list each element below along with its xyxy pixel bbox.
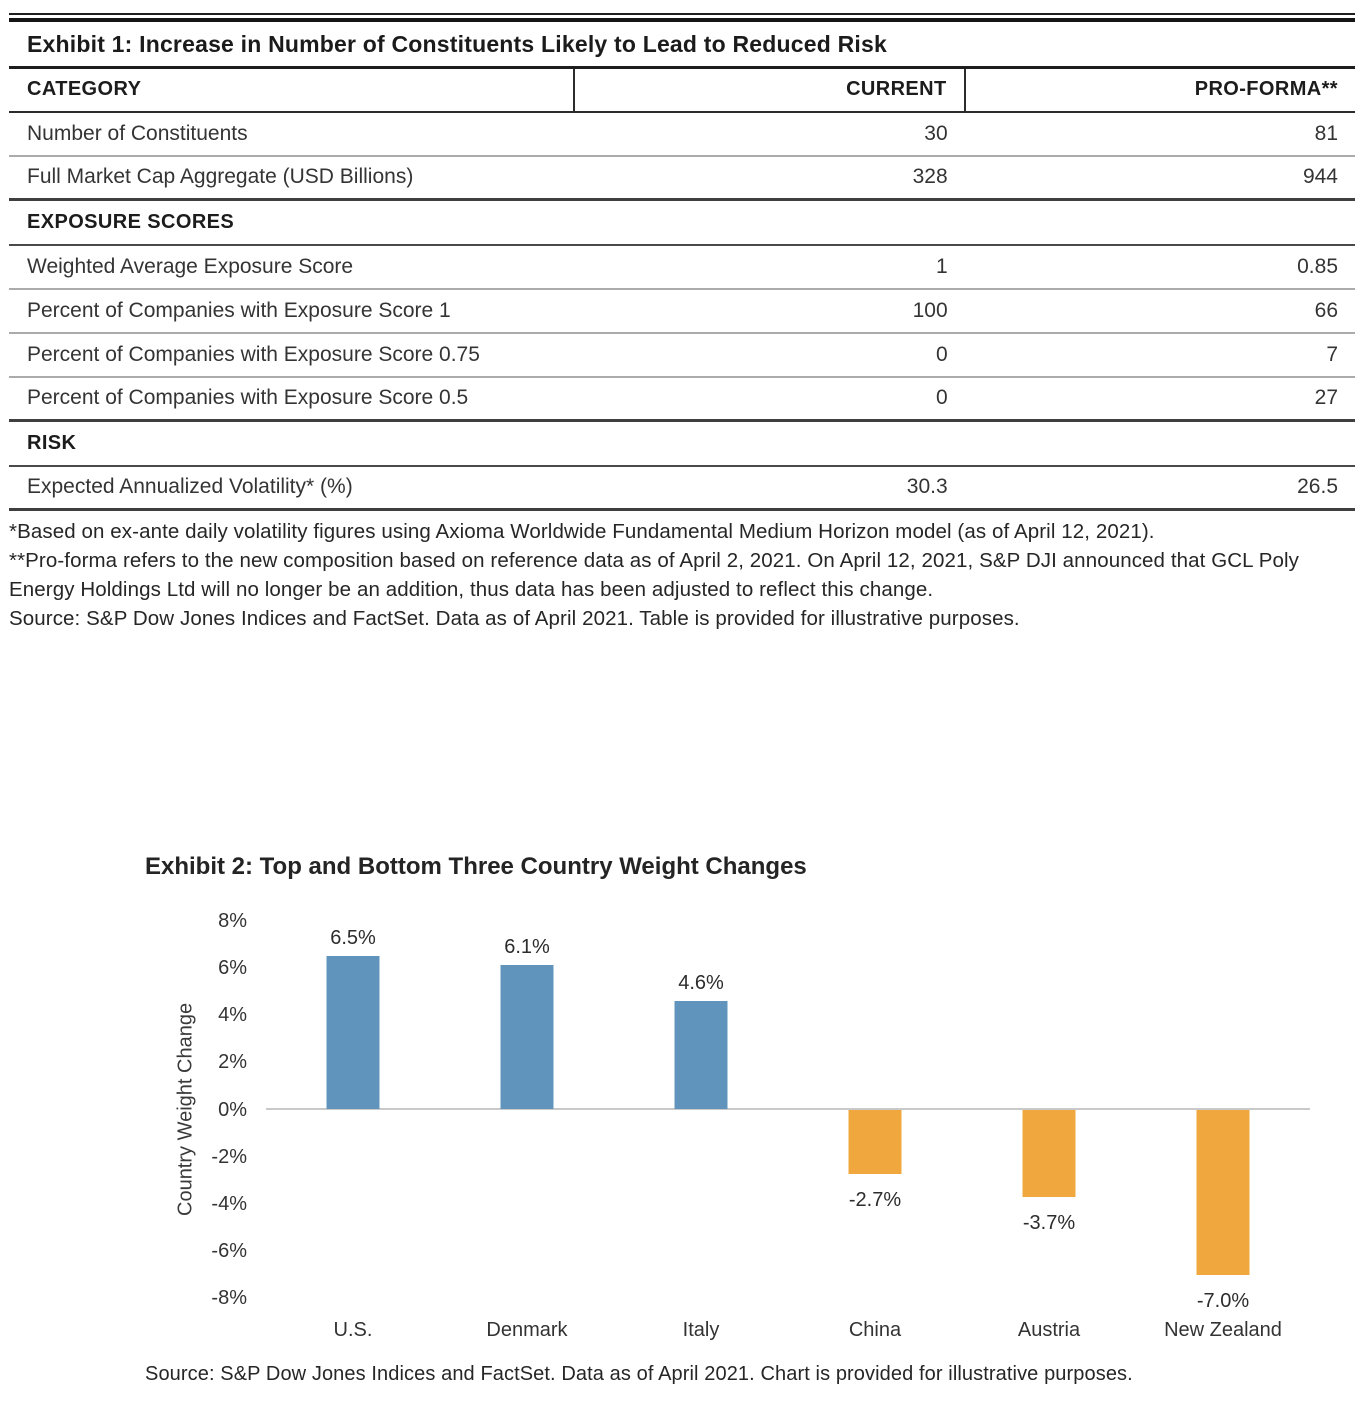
table-section-header: EXPOSURE SCORES: [27, 210, 235, 233]
table-row: [9, 466, 1355, 510]
bar-value-label: -3.7%: [1022, 1212, 1076, 1235]
bar-column: [1136, 921, 1310, 1341]
bar-denmark: [501, 965, 554, 1109]
row-category-cell: Expected Annualized Volatility* (%): [27, 475, 353, 499]
y-tick-label: -6%: [211, 1239, 247, 1262]
bar-column: [440, 921, 614, 1341]
bar-value-label: 4.6%: [678, 971, 724, 994]
y-tick-label: 0%: [218, 1098, 247, 1121]
page-top-rule-thin: [9, 13, 1355, 15]
y-tick-label: -2%: [211, 1145, 247, 1168]
exhibit2-chart-block: [0, 851, 1364, 1425]
bar-value-label: 6.5%: [330, 926, 376, 949]
bar-china: [849, 1110, 902, 1174]
exhibit1-title: Exhibit 1: Increase in Number of Constituents Likely to Lead to Reduced Risk: [27, 31, 887, 57]
x-axis-category-label: New Zealand: [1164, 1319, 1282, 1341]
bar-column: [962, 921, 1136, 1341]
row-proforma-cell: 26.5: [1297, 475, 1338, 499]
table-header-row: [9, 68, 1355, 112]
x-axis-category-label: China: [848, 1319, 902, 1341]
bar-italy: [675, 1001, 728, 1109]
row-category-cell: Percent of Companies with Exposure Score 0.75: [27, 342, 480, 366]
page-top-rule-thick: [9, 18, 1355, 22]
y-tick-label: 8%: [218, 910, 247, 932]
row-proforma-cell: 27: [1314, 386, 1338, 410]
table-row: [9, 333, 1355, 377]
row-proforma-cell: 944: [1302, 165, 1338, 189]
row-category-cell: Percent of Companies with Exposure Score 1: [27, 298, 451, 322]
table-row: [9, 289, 1355, 333]
bar-value-label: -2.7%: [848, 1188, 902, 1211]
row-current-cell: 100: [912, 298, 948, 322]
bar-column: [266, 921, 440, 1341]
footnote-line: Source: S&P Dow Jones Indices and FactSet. Data as of April 2021. Table is provided for illustrative purposes.: [9, 607, 1020, 630]
x-axis-category-label: Italy: [682, 1319, 720, 1341]
row-category-cell: Weighted Average Exposure Score: [27, 254, 354, 278]
table-row: [9, 377, 1355, 421]
exhibit1-footnotes: [9, 517, 1355, 633]
y-tick-label: -4%: [211, 1192, 247, 1215]
bar-value-label: -7.0%: [1196, 1289, 1250, 1312]
table-row: [9, 156, 1355, 200]
row-proforma-cell: 7: [1326, 342, 1338, 366]
row-current-cell: 1: [935, 254, 948, 278]
footnote-line: *Based on ex-ante daily volatility figures using Axioma Worldwide Fundamental Medium Horizon model (as of April 12, 2021).: [9, 520, 1155, 543]
table-section-header-row: [9, 200, 1355, 245]
bar-new-zealand: [1197, 1110, 1250, 1275]
row-category-cell: Full Market Cap Aggregate (USD Billions): [27, 165, 414, 189]
bar-u-s-: [327, 956, 380, 1109]
y-tick-label: 6%: [218, 957, 247, 980]
column-header-proforma: PRO-FORMA**: [965, 68, 1355, 112]
y-tick-label: 4%: [218, 1004, 247, 1027]
y-axis-label: Country Weight Change: [174, 1002, 197, 1217]
y-tick-label: 2%: [218, 1051, 247, 1074]
column-header-category: CATEGORY: [9, 68, 574, 112]
row-proforma-cell: 66: [1314, 298, 1338, 322]
row-proforma-cell: 0.85: [1297, 254, 1338, 278]
x-axis-category-label: Austria: [1017, 1319, 1081, 1341]
bar-value-label: 6.1%: [504, 936, 550, 959]
bar-column: [614, 921, 788, 1341]
row-category-cell: Percent of Companies with Exposure Score 0.5: [27, 386, 469, 410]
x-axis-category-label: Denmark: [486, 1319, 568, 1341]
row-current-cell: 0: [935, 342, 948, 366]
row-proforma-cell: 81: [1314, 121, 1338, 145]
row-current-cell: 30: [924, 121, 948, 145]
table-section-header-row: [9, 421, 1355, 466]
row-current-cell: 328: [912, 165, 948, 189]
bar-column: [788, 921, 962, 1341]
bar-chart-plot-area: [266, 921, 1310, 1341]
x-axis-category-label: U.S.: [333, 1319, 373, 1341]
exhibit2-title: Exhibit 2: Top and Bottom Three Country Weight Changes: [145, 853, 807, 880]
y-axis-ticks: [0, 910, 247, 1309]
table-row: [9, 112, 1355, 156]
bar-austria: [1023, 1110, 1076, 1197]
table-row: [9, 245, 1355, 289]
table-section-header: RISK: [27, 431, 77, 454]
y-tick-label: -8%: [211, 1287, 247, 1309]
footnote-line: **Pro-forma refers to the new composition based on reference data as of April 2, 2021. On April 12, 2021, S&P DJI announced that GCL Poly Energy Holdings Ltd will no longer be an addition, thus data has been adjusted to reflect this change.: [9, 549, 1299, 601]
exhibit1-table: [9, 66, 1355, 511]
row-category-cell: Number of Constituents: [27, 121, 248, 145]
row-current-cell: 0: [935, 386, 948, 410]
column-header-current: CURRENT: [574, 68, 964, 112]
exhibit2-source: Source: S&P Dow Jones Indices and FactSet. Data as of April 2021. Chart is provided for illustrative purposes.: [145, 1363, 1133, 1385]
row-current-cell: 30.3: [906, 475, 948, 499]
